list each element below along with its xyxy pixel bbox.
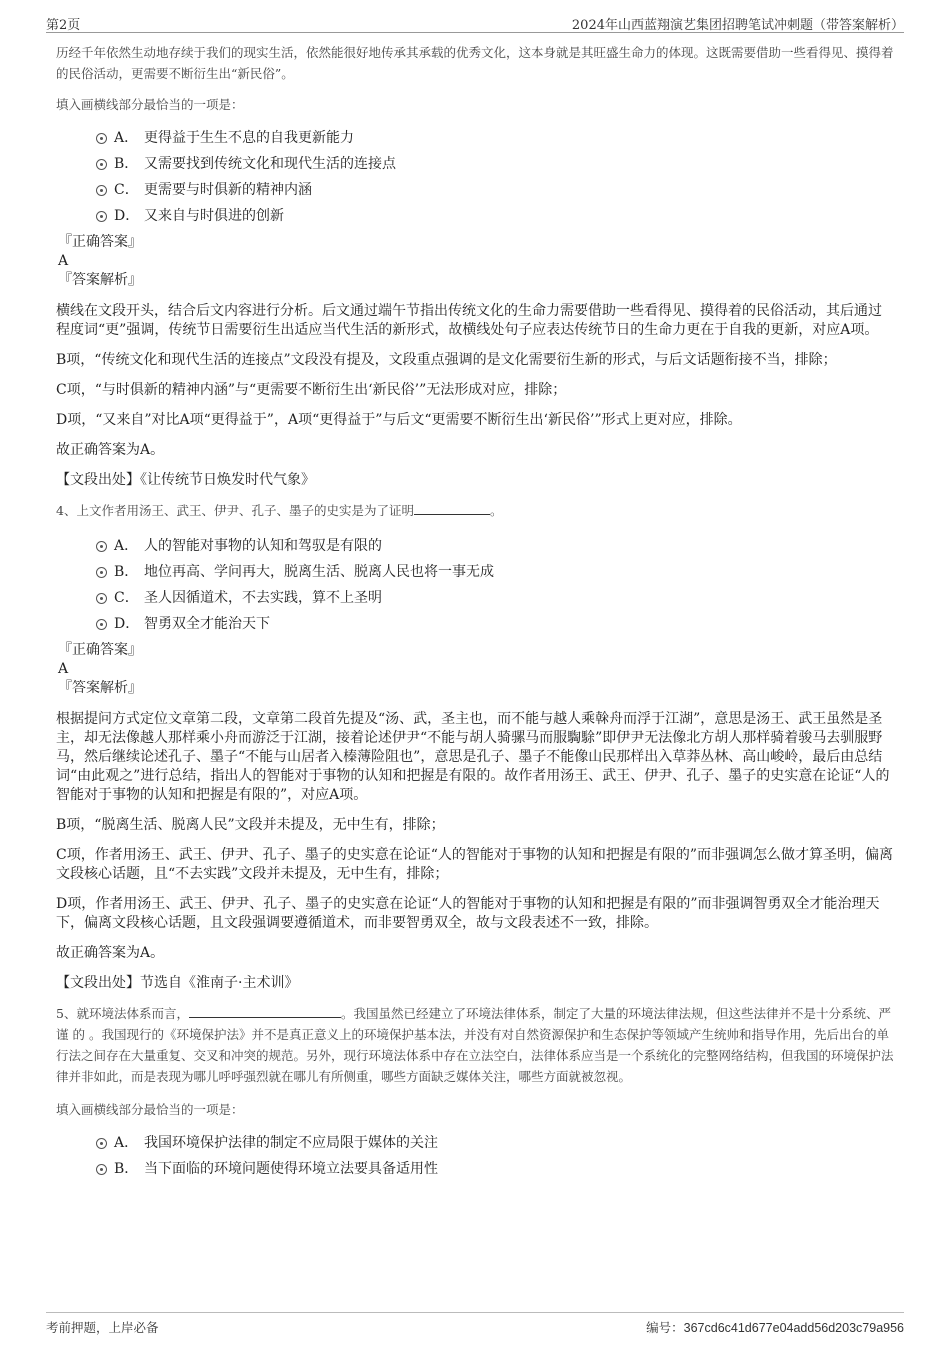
- page-number: 第2页: [46, 18, 81, 33]
- q4-analysis-paragraph: 根据提问方式定位文章第二段，文章第二段首先提及“汤、武，圣主也，而不能与越人乘榦舟而浮于江湖”，意思是汤王、武王虽然是圣主，却无法像越人那样乘小舟而游泛于江湖，接着论述伊尹“不能与胡人骑骡马而服騊駼”即伊尹无法像北方胡人那样骑着骏马去驯服野马，然后继续论述孔子、墨子“不能与山居者入榛薄险阻也”，意思是孔子、墨子不能像山民那样出入草莽丛林、高山峻岭，最后由总结词“由此观之”进行总结，指出人的智能对于事物的认知和把握是有限的。故作者用汤王、武王、伊尹、孔子、墨子的史实意在论证“人的智能对于事物的认知和把握是有限的”，对应A项。: [56, 711, 890, 803]
- q4-answer: A: [58, 661, 69, 677]
- radio-icon[interactable]: [96, 211, 107, 222]
- footer-slogan: 考前押题，上岸必备: [46, 1320, 159, 1335]
- q3-options: [56, 125, 894, 229]
- radio-icon[interactable]: [96, 593, 107, 604]
- q3-analysis-paragraph: C项，“与时俱新的精神内涵”与“更需要不断衍生出‘新民俗’”无法形成对应，排除；: [56, 382, 567, 398]
- q3-conclusion: 故正确答案为A。: [56, 442, 165, 458]
- q3-option-a[interactable]: A． 更得益于生生不息的自我更新能力: [56, 125, 894, 151]
- q3-analysis-label: 『答案解析』: [58, 272, 142, 288]
- q5-options: [56, 1130, 894, 1182]
- page-footer: [46, 1312, 904, 1335]
- q5-option-b[interactable]: B． 当下面临的环境问题使得环境立法要具备适用性: [56, 1156, 894, 1182]
- radio-icon[interactable]: [96, 133, 107, 144]
- q3-source: 【文段出处】《让传统节日焕发时代气象》: [56, 472, 315, 488]
- radio-icon[interactable]: [96, 619, 107, 630]
- radio-icon[interactable]: [96, 1138, 107, 1149]
- q4-stem: 4、上文作者用汤王、武王、伊尹、孔子、墨子的史实是为了证明 。: [56, 500, 894, 521]
- page-header: [46, 10, 904, 33]
- radio-icon[interactable]: [96, 567, 107, 578]
- page-content: [56, 40, 894, 1182]
- q3-prompt: 填入画横线部分最恰当的一项是：: [56, 97, 244, 112]
- q4-option-d[interactable]: D． 智勇双全才能治天下: [56, 611, 894, 637]
- radio-icon[interactable]: [96, 185, 107, 196]
- q4-analysis-label: 『答案解析』: [58, 680, 142, 696]
- q4-option-b[interactable]: B． 地位再高、学问再大，脱离生活、脱离人民也将一事无成: [56, 559, 894, 585]
- q3-answer-label: 『正确答案』: [58, 234, 142, 250]
- q3-option-c[interactable]: C． 更需要与时俱新的精神内涵: [56, 177, 894, 203]
- radio-icon[interactable]: [96, 541, 107, 552]
- document-code: 编号：367cd6c41d677e04add56d203c79a956: [646, 1320, 904, 1335]
- radio-icon[interactable]: [96, 159, 107, 170]
- q4-answer-label: 『正确答案』: [58, 642, 142, 658]
- q5-prompt: 填入画横线部分最恰当的一项是：: [56, 1102, 244, 1117]
- q4-conclusion: 故正确答案为A。: [56, 945, 165, 961]
- q3-analysis-paragraph: 横线在文段开头，结合后文内容进行分析。后文通过端午节指出传统文化的生命力需要借助一些看得见、摸得着的民俗活动，其后通过程度词“更”强调，传统节日需要衍生出适应当代生活的新形式，故横线处句子应表达传统节日的生命力更在于自我的更新，对应A项。: [56, 303, 882, 338]
- q3-analysis-paragraph: B项，“传统文化和现代生活的连接点”文段没有提及，文段重点强调的是文化需要衍生新的形式，与后文话题衔接不当，排除；: [56, 352, 837, 368]
- q4-option-a[interactable]: A． 人的智能对事物的认知和驾驭是有限的: [56, 533, 894, 559]
- q3-answer: A: [58, 253, 69, 269]
- q3-analysis-paragraph: D项，“又来自”对比A项“更得益于”，A项“更得益于”与后文“更需要不断衍生出‘新民俗’”形式上更对应，排除。: [56, 412, 742, 428]
- q4-analysis-paragraph: B项，“脱离生活、脱离人民”文段并未提及，无中生有，排除；: [56, 817, 445, 833]
- q3-option-b[interactable]: B． 又需要找到传统文化和现代生活的连接点: [56, 151, 894, 177]
- q5-stem: 5、就环境法体系而言， 。我国虽然已经建立了环境法律体系，制定了大量的环境法律法规，但这些法律并不是十分系统、严谨 的 。我国现行的《环境保护法》并不是真正意义上的环境保护基本法，并没有对自然资源保护和生态保护等领域产生统帅和指导作用，先后出台的单行法之间存在大量重复、交叉和冲突的规范。另外，现行环境法体系中存在立法空白，法律体系应当是一个系统化的完整网络结构，但我国的环境保护法律并非如此，而是表现为哪儿呼呼强烈就在哪儿有所侧重，哪些方面缺乏媒体关注，哪些方面就被忽视。: [56, 1003, 894, 1087]
- q4-option-c[interactable]: C． 圣人因循道术，不去实践，算不上圣明: [56, 585, 894, 611]
- q4-options: [56, 533, 894, 637]
- q4-analysis-paragraph: C项，作者用汤王、武王、伊尹、孔子、墨子的史实意在论证“人的智能对于事物的认知和把握是有限的”而非强调怎么做才算圣明，偏离文段核心话题，且“不去实践”文段并未提及，无中生有，排除；: [56, 847, 894, 882]
- q3-passage: 历经千年依然生动地存续于我们的现实生活，依然能很好地传承其承载的优秀文化，这本身就是其旺盛生命力的体现。这既需要借助一些看得见、摸得着的民俗活动，更需要不断衍生出“新民俗”。: [56, 45, 894, 81]
- q3-option-d[interactable]: D． 又来自与时俱进的创新: [56, 203, 894, 229]
- radio-icon[interactable]: [96, 1164, 107, 1175]
- document-title: 2024年山西蓝翔演艺集团招聘笔试冲刺题（带答案解析）: [571, 18, 904, 33]
- q5-option-a[interactable]: A． 我国环境保护法律的制定不应局限于媒体的关注: [56, 1130, 894, 1156]
- q4-source: 【文段出处】节选自《淮南子·主术训》: [56, 975, 299, 991]
- q4-analysis-paragraph: D项，作者用汤王、武王、伊尹、孔子、墨子的史实意在论证“人的智能对于事物的认知和把握是有限的”而非强调智勇双全才能治理天下，偏离文段核心话题，且文段强调要遵循道术，而非要智勇双全，故与文段表述不一致，排除。: [56, 896, 880, 931]
- answer-blank: [414, 500, 490, 515]
- answer-blank: [189, 1003, 341, 1018]
